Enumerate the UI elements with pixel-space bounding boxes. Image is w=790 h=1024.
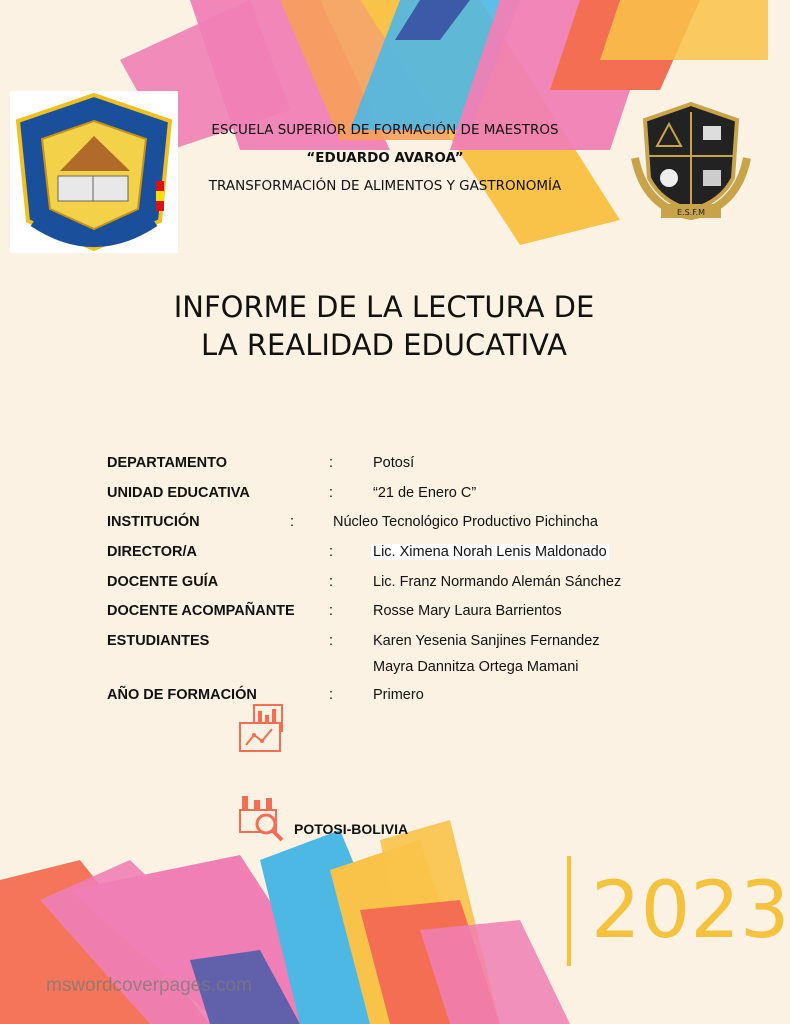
info-colon: : [329, 574, 334, 590]
info-label: DIRECTOR/A [107, 544, 197, 560]
info-label: DOCENTE GUÍA [107, 574, 219, 590]
info-value: Karen Yesenia Sanjines Fernandez [373, 633, 600, 649]
factory-search-icon [238, 792, 286, 842]
title-line-2: LA REALIDAD EDUCATIVA [201, 328, 567, 362]
info-colon: : [329, 687, 334, 703]
info-value: Primero [373, 687, 424, 703]
school-patron: “EDUARDO AVAROA” [306, 150, 464, 166]
info-colon: : [329, 485, 334, 501]
esfm-emblem-text: E.S.F.M [677, 208, 705, 217]
info-colon: : [329, 603, 334, 619]
year-text: 2023 [591, 866, 790, 956]
info-label: DOCENTE ACOMPAÑANTE [107, 603, 295, 619]
year-display [567, 856, 790, 966]
specialty: TRANSFORMACIÓN DE ALIMENTOS Y GASTRONOMÍA [208, 178, 562, 194]
school-name: ESCUELA SUPERIOR DE FORMACIÓN DE MAESTROS [211, 122, 559, 138]
document-title [100, 288, 668, 364]
info-colon: : [329, 544, 334, 560]
chart-report-icon [238, 703, 286, 753]
esfm-emblem [625, 98, 757, 226]
info-colon: : [329, 633, 334, 649]
info-colon: : [329, 455, 334, 471]
info-value: Lic. Franz Normando Alemán Sánchez [373, 574, 622, 590]
info-value: Potosí [373, 455, 415, 471]
info-label: ESTUDIANTES [107, 633, 210, 649]
year-divider [567, 856, 571, 966]
info-label: UNIDAD EDUCATIVA [107, 485, 250, 501]
info-label: INSTITUCIÓN [107, 514, 200, 530]
info-colon: : [290, 514, 295, 530]
info-label: AÑO DE FORMACIÓN [107, 687, 257, 703]
title-line-1: INFORME DE LA LECTURA DE [173, 290, 595, 324]
info-value: Lic. Ximena Norah Lenis Maldonado [373, 544, 607, 560]
location-label: POTOSI-BOLIVIA [294, 821, 409, 837]
info-label: DEPARTAMENTO [107, 455, 228, 471]
info-value: “21 de Enero C” [373, 485, 477, 501]
watermark: mswordcoverpages.com [46, 975, 252, 996]
info-value: Rosse Mary Laura Barrientos [373, 603, 562, 619]
info-value-2: Mayra Dannitza Ortega Mamani [373, 659, 579, 675]
info-value: Núcleo Tecnológico Productivo Pichincha [333, 514, 598, 530]
school-logo [10, 91, 178, 253]
